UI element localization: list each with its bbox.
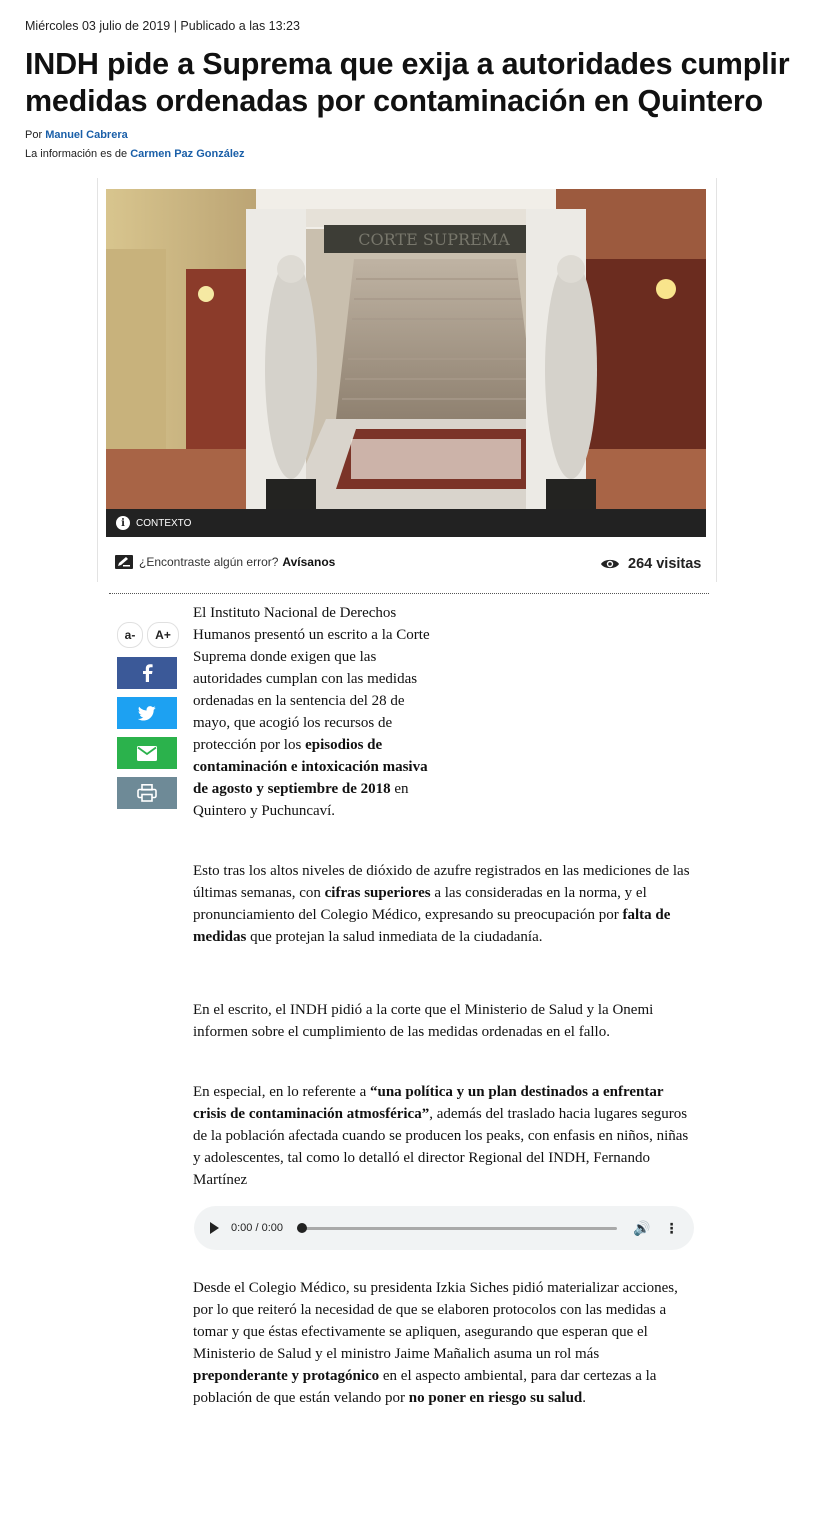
section-divider (109, 593, 709, 594)
p2-text-e: que protejan la salud inmediata de la ciudadanía. (246, 929, 543, 945)
context-bar[interactable] (106, 509, 706, 537)
p5-bold-2: no poner en riesgo su salud (408, 1390, 583, 1406)
visit-counter (600, 556, 701, 572)
article-title: INDH pide a Suprema que exija a autoridades cumplir medidas ordenadas por contaminación en Quintero (25, 47, 790, 118)
p1-bold: episodios de contaminación e intoxicación masiva de agosto y septiembre de 2018 (193, 737, 428, 797)
article-photo[interactable] (106, 189, 706, 509)
visits-count: 264 visitas (628, 556, 702, 572)
p5-text-e: . (582, 1390, 587, 1406)
share-facebook-button[interactable] (117, 657, 177, 689)
report-error-link[interactable]: Avísanos (282, 555, 336, 569)
source-prefix: La información es de (25, 148, 128, 160)
byline-author (25, 129, 128, 141)
audio-progress-knob[interactable] (297, 1223, 307, 1233)
article-paragraph-1 (193, 602, 441, 822)
p2-text-c: a las consideradas en la norma, y el pronunciamiento del Colegio Médico, expresando su preocupación por (193, 885, 647, 923)
error-question: ¿Encontraste algún error? (139, 555, 279, 569)
more-options-icon[interactable]: ⋮ (664, 1219, 679, 1236)
p2-bold-2: falta de medidas (193, 907, 671, 945)
font-size-controls (117, 622, 179, 648)
email-icon (137, 746, 157, 761)
p5-bold-1: preponderante y protagónico (193, 1368, 380, 1384)
audio-progress-bar[interactable] (297, 1227, 617, 1230)
context-label: CONTEXTO (136, 517, 192, 529)
share-twitter-button[interactable] (117, 697, 177, 729)
print-icon (137, 784, 157, 802)
p1-text-c: en Quintero y Puchuncaví. (193, 781, 409, 819)
source-author-link[interactable]: Carmen Paz González (130, 148, 245, 160)
volume-icon[interactable]: 🔊 (633, 1219, 651, 1236)
twitter-icon (138, 706, 156, 721)
p2-bold-1: cifras superiores (324, 885, 431, 901)
article-paragraph-5 (193, 1277, 693, 1409)
share-email-button[interactable] (117, 737, 177, 769)
audio-time: 0:00 / 0:00 (231, 1222, 283, 1234)
article-paragraph-2 (193, 860, 693, 948)
report-error-row (115, 555, 335, 569)
byline-prefix: Por (25, 129, 43, 141)
p4-quote: “una política y un plan destinados a enfrentar crisis de contaminación atmosférica” (193, 1084, 664, 1122)
p4-text-c: , además del traslado hacia lugares seguros de la población afectada cuando se producen los peaks, con enfasis en niños, niñas y adolescentes, tal como lo detalló el director Regional del INDH, Fernando Martínez (193, 1106, 689, 1188)
p2-text-a: Esto tras los altos niveles de dióxido de azufre registrados en las mediciones de las últimas semanas, con (193, 863, 690, 901)
audio-player (194, 1206, 694, 1250)
eye-icon (600, 557, 620, 571)
play-icon[interactable] (210, 1222, 219, 1234)
p5-text-a: Desde el Colegio Médico, su presidenta Izkia Siches pidió materializar acciones, por lo que reiteró la necesidad de que se elaboren protocolos con las medidas a tomar y que éstas efectivamente se apliquen, asegurando que esperan que el Ministerio de Salud y el ministro Jaime Mañalich asuma un rol más (193, 1280, 678, 1362)
byline-source (25, 148, 245, 160)
article-paragraph-4 (193, 1081, 693, 1191)
facebook-icon (141, 664, 153, 682)
corte-suprema-hall-image (106, 189, 706, 509)
p5-text-c: en el aspecto ambiental, para dar certezas a la población de que están velando por (193, 1368, 657, 1406)
author-link[interactable]: Manuel Cabrera (45, 129, 128, 141)
font-decrease-button[interactable]: a- (117, 622, 143, 648)
publish-date: Miércoles 03 julio de 2019 | Publicado a las 13:23 (25, 19, 300, 33)
print-button[interactable] (117, 777, 177, 809)
photo-inscription: CORTE SUPREMA (358, 230, 510, 249)
p4-text-a: En especial, en lo referente a (193, 1084, 370, 1100)
p1-text-a: El Instituto Nacional de Derechos Humanos presentó un escrito a la Corte Suprema donde exigen que las autoridades cumplan con las medidas ordenadas en la sentencia del 28 de mayo, que acogió los recursos de protección por los (193, 605, 430, 753)
report-pen-icon (115, 555, 133, 569)
article-paragraph-3: En el escrito, el INDH pidió a la corte que el Ministerio de Salud y la Onemi informen sobre el cumplimiento de las medidas ordenadas en el fallo. (193, 1002, 654, 1040)
info-icon: i (116, 516, 130, 530)
font-increase-button[interactable]: A+ (147, 622, 179, 648)
